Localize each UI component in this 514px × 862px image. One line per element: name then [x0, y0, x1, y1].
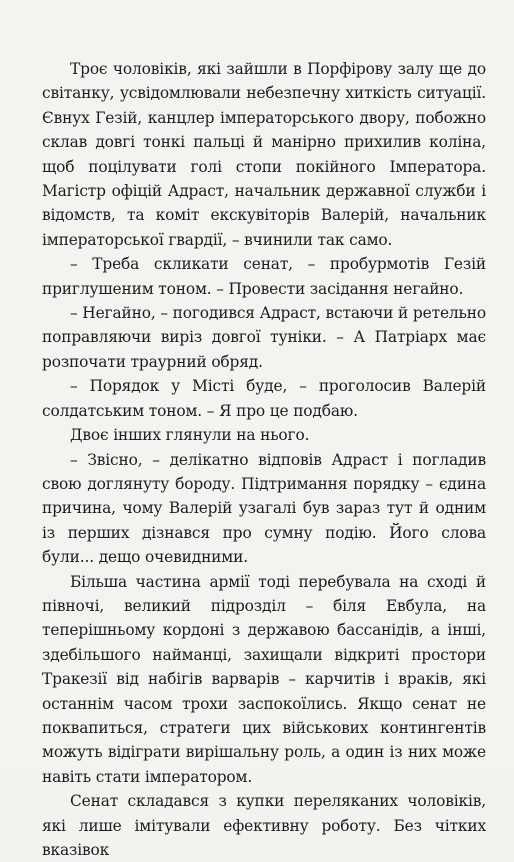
paragraph-1: Троє чоловіків, які зайшли в Порфірову залу ще до світанку, усвідомлювали небезпечну хиткість ситуації. Євнух Гезій, канцлер імператорського двору, побожно склав довгі тонкі пальці й манірно прихилив коліна, щоб поцілувати голі стопи покійного Імператора. Магістр офіцій Адраст, начальник державної служби і відомств, та коміт екскувіторів Валерій, начальник імператорської гвардії, – вчинили так само. [42, 60, 486, 249]
paragraph-2: – Треба скликати сенат, – пробурмотів Гезій приглушеним тоном. – Провести засідання негайно. [42, 255, 486, 298]
page-text [42, 57, 486, 862]
paragraph-4: – Порядок у Місті буде, – проголосив Валерій солдатським тоном. – Я про це подбаю. [42, 377, 486, 420]
paragraph-6: – Звісно, – делікатно відповів Адраст і погладив свою доглянуту бороду. Підтримання порядку – єдина причина, чому Валерій узагалі був зараз тут й одним із перших дізнався про сумну подію. Його слова були... дещо очевидними. [42, 450, 486, 567]
paragraph-5: Двоє інших глянули на нього. [70, 426, 310, 445]
paragraph-7: Більша частина армії тоді перебувала на сході й півночі, великий підрозділ – біля Евбула, на теперішньому кордоні з державою бассанідів, а інші, здебільшого найманці, захищали відкриті простори Тракезії від набігів варварів – карчитів і враків, які останнім часом трохи заспокоїлись. Якщо сенат не поквапиться, стратеги цих військових контингентів можуть відіграти вирішальну роль, а один із них може навіть стати імператором. [42, 572, 486, 786]
paragraph-3: – Негайно, – погодився Адраст, встаючи й ретельно поправляючи виріз довгої туніки. – А Патріарх має розпочати траурний обряд. [42, 304, 486, 371]
paragraph-8: Сенат складався з купки переляканих чоловіків, які лише імітували ефективну роботу. Без чітких вказівок [42, 792, 486, 859]
